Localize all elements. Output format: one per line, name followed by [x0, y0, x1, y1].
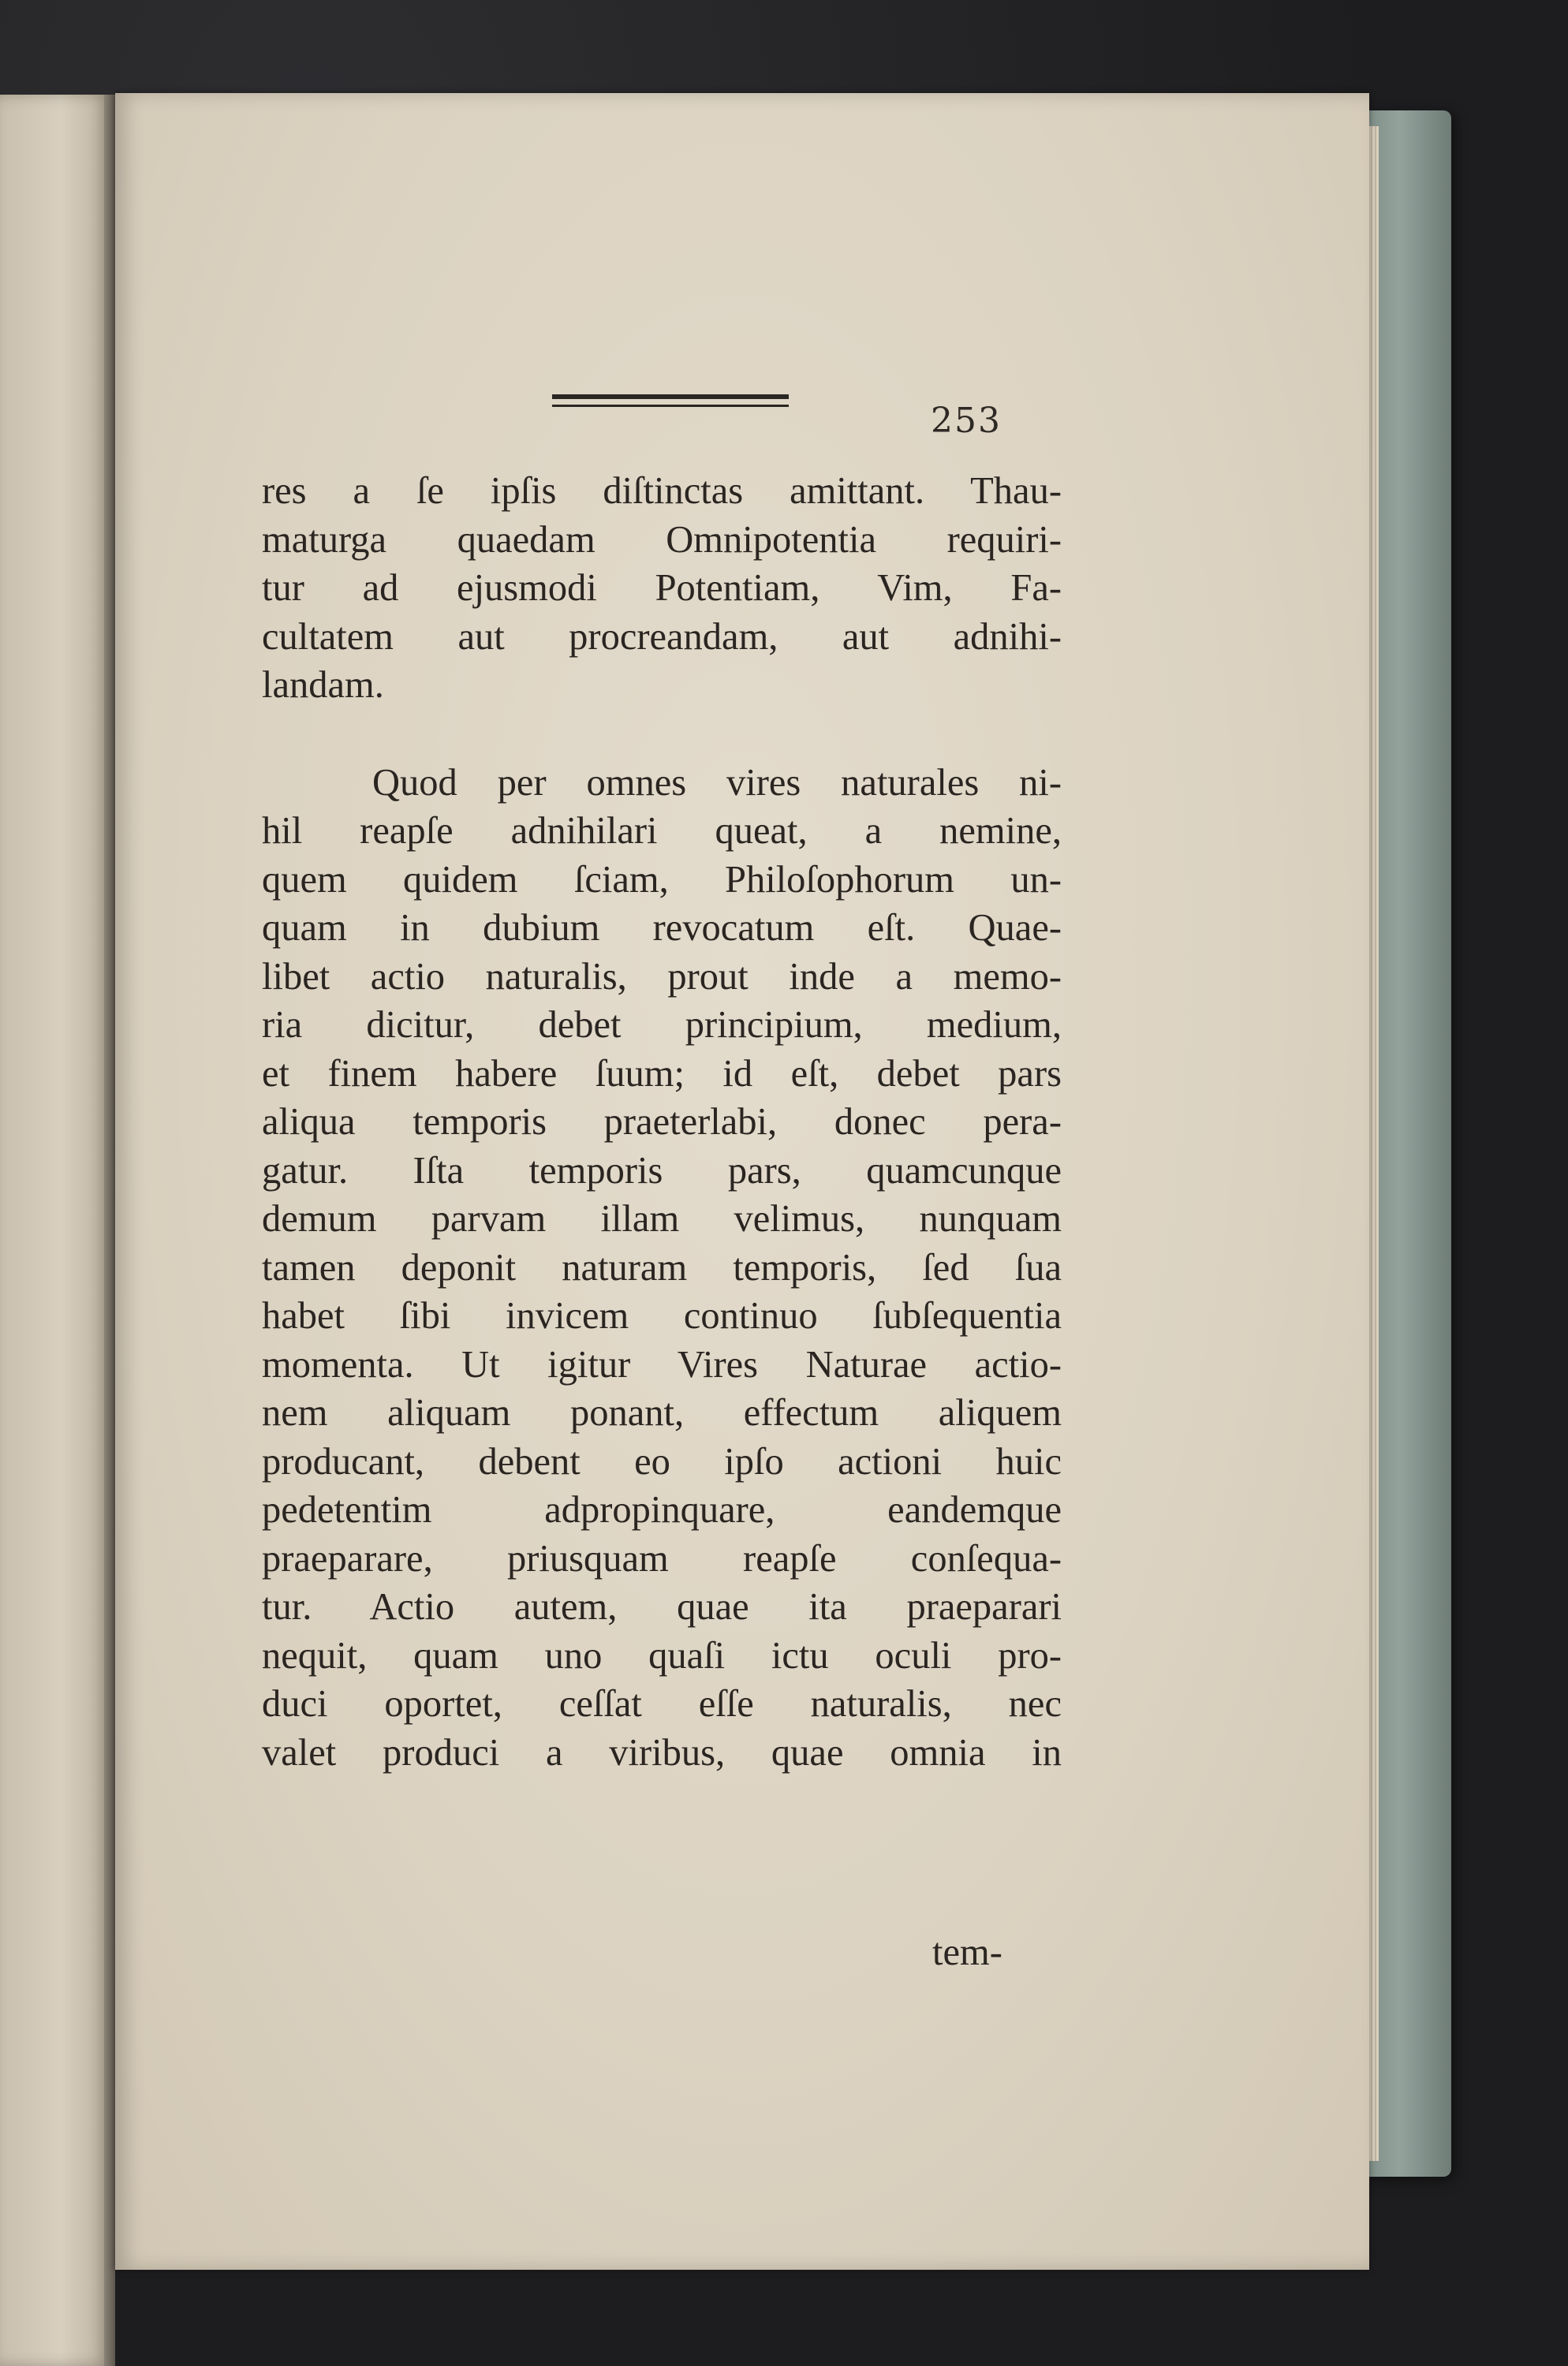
text-line: producant, debent eo ipſo actioni huic: [262, 1440, 1062, 1483]
text-line: nem aliquam ponant, effectum aliquem: [262, 1392, 1062, 1434]
text-line: et finem habere ſuum; id eſt, debet pars: [262, 1052, 1062, 1095]
text-line: quem quidem ſciam, Philoſophorum un-: [262, 858, 1062, 901]
text-line: tur ad ejusmodi Potentiam, Vim, Fa-: [262, 567, 1062, 609]
text-line: hil reapſe adnihilari queat, a nemine,: [262, 810, 1062, 852]
text-line: demum parvam illam velimus, nunquam: [262, 1198, 1062, 1240]
text-line: aliqua temporis praeterlabi, donec pera-: [262, 1101, 1062, 1143]
text-line: valet produci a viribus, quae omnia in: [262, 1731, 1062, 1774]
paragraph: [262, 759, 1062, 1778]
header-rule: [552, 394, 789, 407]
text-line: maturga quaedam Omnipotentia requiri-: [262, 518, 1062, 561]
book-gutter: [104, 95, 115, 2366]
text-line: libet actio naturalis, prout inde a memo-: [262, 955, 1062, 998]
text-line: habet ſibi invicem continuo ſubſequentia: [262, 1295, 1062, 1337]
text-line: pedetentim adpropinquare, eandemque: [262, 1489, 1062, 1531]
text-line: ria dicitur, debet principium, medium,: [262, 1004, 1062, 1046]
text-line: Quod per omnes vires naturales ni-: [372, 761, 1062, 804]
text-line: duci oportet, ceſſat eſſe naturalis, nec: [262, 1683, 1062, 1725]
text-line: tamen deponit naturam temporis, ſed ſua: [262, 1246, 1062, 1289]
paragraph: [262, 467, 1062, 710]
text-line: cultatem aut procreandam, aut adnihi-: [262, 615, 1062, 658]
facing-page-edge: [0, 95, 110, 2366]
paragraph-gap: [262, 710, 1062, 759]
text-line: landam.: [262, 664, 384, 706]
text-line: nequit, quam uno quaſi ictu oculi pro-: [262, 1634, 1062, 1677]
page-number: 253: [931, 401, 1002, 441]
body-text: [262, 467, 1062, 1777]
text-line: quam in dubium revocatum eſt. Quae-: [262, 907, 1062, 949]
text-line: praeparare, priusquam reapſe conſequa-: [262, 1537, 1062, 1580]
text-line: tur. Actio autem, quae ita praeparari: [262, 1586, 1062, 1628]
text-line: momenta. Ut igitur Vires Naturae actio-: [262, 1343, 1062, 1386]
catchword: tem-: [932, 1931, 1002, 1973]
text-line: gatur. Iſta temporis pars, quamcunque: [262, 1149, 1062, 1192]
text-line: res a ſe ipſis diſtinctas amittant. Thau-: [262, 470, 1062, 512]
